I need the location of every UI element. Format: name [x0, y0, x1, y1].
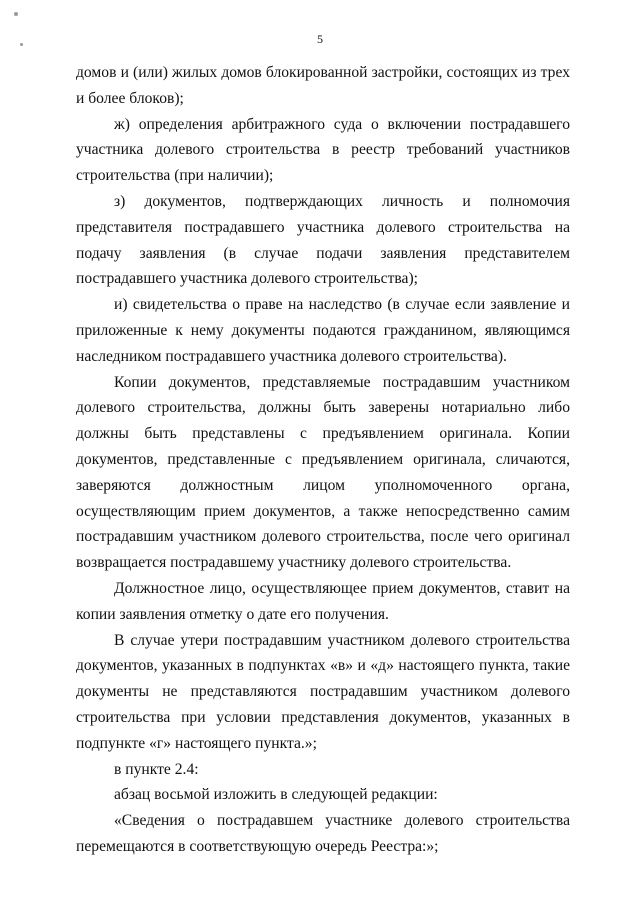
paragraph-loss: В случае утери пострадавшим участником долевого строительства документов, указанных в подпунктах «в» и «д» настоящего пункта, такие документы не представляются пострадавшим участником долевого строительства при условии представления документов, указанных в подпункте «г» настоящего пункта.»; — [76, 631, 570, 752]
paragraph-item-zh: ж) определения арбитражного суда о включении пострадавшего участника долевого строительства в реестр требований участников строительства (при наличии); — [76, 115, 570, 185]
paragraph-continuation: домов и (или) жилых домов блокированной застройки, состоящих из трех и более блоков); — [76, 64, 570, 107]
paragraph-item-z: з) документов, подтверждающих личность и полномочия представителя пострадавшего участника долевого строительства на подачу заявления (в случае подачи заявления представителем пострадавшего участника долевого строительства); — [76, 192, 570, 288]
paragraph-quote: «Сведения о пострадавшем участнике долевого строительства перемещаются в соответствующую очередь Реестра:»; — [76, 812, 570, 855]
paragraph-official: Должностное лицо, осуществляющее прием документов, ставит на копии заявления отметку о дате его получения. — [76, 579, 570, 623]
paragraph-clause-2-4: в пункте 2.4: — [114, 760, 199, 778]
paragraph-copies: Копии документов, представляемые пострадавшим участником долевого строительства, должны быть заверены нотариально либо должны быть представлены с предъявлением оригинала. Копии документов, представленные с предъявлением оригинала, сличаются, заверяются должностным лицом уполномоченного органа, осуществляющим прием документов, а также непосредственно самим пострадавшим участником долевого строительства, после чего оригинал возвращается пострадавшему участнику долевого строительства. — [76, 373, 570, 572]
page-number: 5 — [317, 32, 323, 46]
paragraph-edit-instruction: абзац восьмой изложить в следующей редакции: — [114, 786, 438, 804]
scan-speck — [14, 12, 18, 16]
document-body — [76, 60, 570, 860]
paragraph-item-i: и) свидетельства о праве на наследство (в случае если заявление и приложенные к нему документы подаются гражданином, являющимся наследником пострадавшего участника долевого строительства). — [76, 296, 570, 365]
